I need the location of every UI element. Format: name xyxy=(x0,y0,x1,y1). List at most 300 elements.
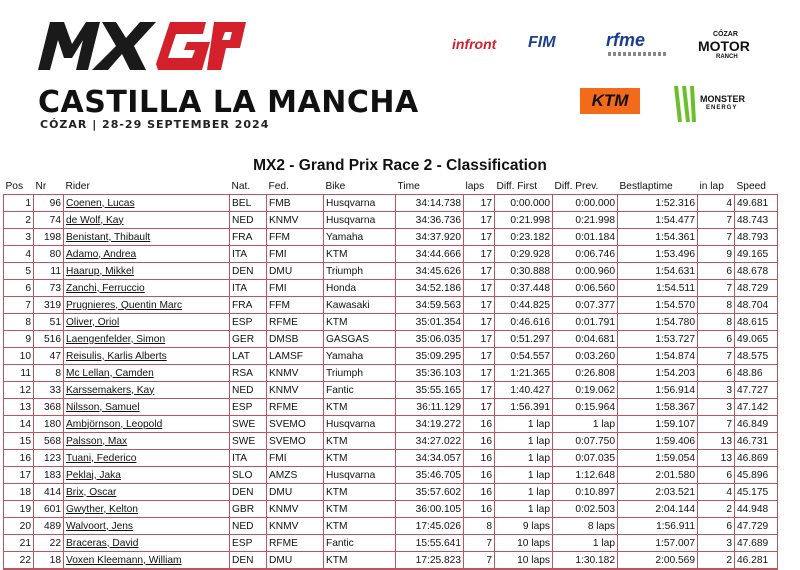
bestlaptime-cell: 1:52.316 xyxy=(618,195,698,212)
bestlaptime-cell: 1:53.496 xyxy=(618,246,698,263)
diff-prev-cell: 0:01.791 xyxy=(553,314,618,331)
diff-prev-cell: 0:00.960 xyxy=(553,263,618,280)
bike-cell: Fantic xyxy=(324,382,396,399)
diff-prev-cell: 0:07.035 xyxy=(553,450,618,467)
fed-cell: KNMV xyxy=(267,501,324,518)
nat-cell: DEN xyxy=(230,552,267,570)
fed-cell: AMZS xyxy=(267,467,324,484)
rider-link[interactable]: Nilsson, Samuel xyxy=(64,399,230,416)
pos-cell: 19 xyxy=(4,501,34,518)
nat-cell: GER xyxy=(230,331,267,348)
pos-cell: 18 xyxy=(4,484,34,501)
rider-link[interactable]: Voxen Kleemann, William xyxy=(64,552,230,570)
laps-cell: 17 xyxy=(464,263,495,280)
nr-cell: 47 xyxy=(34,348,64,365)
time-cell: 34:52.186 xyxy=(396,280,464,297)
diff-first-cell: 0:23.182 xyxy=(495,229,553,246)
time-cell: 34:37.920 xyxy=(396,229,464,246)
rider-link[interactable]: Tuani, Federico xyxy=(64,450,230,467)
bike-cell: KTM xyxy=(324,433,396,450)
nat-cell: GBR xyxy=(230,501,267,518)
rider-link[interactable]: Peklaj, Jaka xyxy=(64,467,230,484)
table-header-row xyxy=(4,178,778,195)
diff-first-cell: 0:21.998 xyxy=(495,212,553,229)
fed-cell: RFME xyxy=(267,535,324,552)
col-header-nat[interactable]: Nat. xyxy=(230,178,267,195)
pos-cell: 7 xyxy=(4,297,34,314)
pos-cell: 10 xyxy=(4,348,34,365)
classification-table xyxy=(3,178,778,570)
laps-cell: 7 xyxy=(464,535,495,552)
speed-cell: 48.86 xyxy=(735,365,778,382)
rider-link[interactable]: Haarup, Mikkel xyxy=(64,263,230,280)
nr-cell: 414 xyxy=(34,484,64,501)
in-lap-cell: 3 xyxy=(698,399,735,416)
nr-cell: 33 xyxy=(34,382,64,399)
table-row xyxy=(4,348,778,365)
speed-cell: 44.948 xyxy=(735,501,778,518)
laps-cell: 16 xyxy=(464,467,495,484)
pos-cell: 16 xyxy=(4,450,34,467)
speed-cell: 47.727 xyxy=(735,382,778,399)
rider-link[interactable]: de Wolf, Kay xyxy=(64,212,230,229)
laps-cell: 16 xyxy=(464,484,495,501)
laps-cell: 17 xyxy=(464,382,495,399)
table-row xyxy=(4,263,778,280)
bestlaptime-cell: 1:56.911 xyxy=(618,518,698,535)
diff-prev-cell: 0:04.681 xyxy=(553,331,618,348)
fed-cell: KNMV xyxy=(267,212,324,229)
bestlaptime-cell: 1:54.511 xyxy=(618,280,698,297)
bike-cell: Triumph xyxy=(324,263,396,280)
diff-prev-cell: 1:12.648 xyxy=(553,467,618,484)
nr-cell: 368 xyxy=(34,399,64,416)
col-header-pos[interactable]: Pos xyxy=(4,178,34,195)
bestlaptime-cell: 1:54.477 xyxy=(618,212,698,229)
diff-first-cell: 10 laps xyxy=(495,535,553,552)
rider-link[interactable]: Benistant, Thibault xyxy=(64,229,230,246)
time-cell: 34:14.738 xyxy=(396,195,464,212)
nat-cell: NED xyxy=(230,518,267,535)
bike-cell: Fantic xyxy=(324,535,396,552)
bestlaptime-cell: 1:56.914 xyxy=(618,382,698,399)
table-row xyxy=(4,212,778,229)
fed-cell: DMU xyxy=(267,263,324,280)
diff-first-cell: 0:29.928 xyxy=(495,246,553,263)
mxgp-logo xyxy=(36,16,248,72)
rider-link[interactable]: Walvoort, Jens xyxy=(64,518,230,535)
fed-cell: FMI xyxy=(267,280,324,297)
bestlaptime-cell: 1:54.874 xyxy=(618,348,698,365)
fed-cell: RFME xyxy=(267,314,324,331)
table-row xyxy=(4,246,778,263)
diff-first-cell: 9 laps xyxy=(495,518,553,535)
bestlaptime-cell: 1:54.361 xyxy=(618,229,698,246)
rider-link[interactable]: Gwyther, Kelton xyxy=(64,501,230,518)
pos-cell: 5 xyxy=(4,263,34,280)
nr-cell: 183 xyxy=(34,467,64,484)
in-lap-cell: 7 xyxy=(698,280,735,297)
fed-cell: FMI xyxy=(267,246,324,263)
table-row xyxy=(4,450,778,467)
laps-cell: 8 xyxy=(464,518,495,535)
fed-cell: FMB xyxy=(267,195,324,212)
pos-cell: 4 xyxy=(4,246,34,263)
speed-cell: 47.689 xyxy=(735,535,778,552)
diff-first-cell: 1 lap xyxy=(495,484,553,501)
nat-cell: ESP xyxy=(230,314,267,331)
table-row xyxy=(4,382,778,399)
laps-cell: 16 xyxy=(464,450,495,467)
fed-cell: KNMV xyxy=(267,382,324,399)
bike-cell: GASGAS xyxy=(324,331,396,348)
time-cell: 36:00.105 xyxy=(396,501,464,518)
nat-cell: SWE xyxy=(230,433,267,450)
time-cell: 15:55.641 xyxy=(396,535,464,552)
time-cell: 35:06.035 xyxy=(396,331,464,348)
time-cell: 34:44.666 xyxy=(396,246,464,263)
bike-cell: KTM xyxy=(324,399,396,416)
nr-cell: 74 xyxy=(34,212,64,229)
col-header-nr[interactable]: Nr xyxy=(34,178,64,195)
speed-cell: 46.849 xyxy=(735,416,778,433)
rider-link[interactable]: Oliver, Oriol xyxy=(64,314,230,331)
bike-cell: Honda xyxy=(324,280,396,297)
in-lap-cell: 8 xyxy=(698,314,735,331)
laps-cell: 17 xyxy=(464,365,495,382)
classification-body xyxy=(4,195,778,570)
bestlaptime-cell: 2:04.144 xyxy=(618,501,698,518)
col-header-in-lap[interactable]: in lap xyxy=(698,178,735,195)
rider-link[interactable]: Reisulis, Karlis Alberts xyxy=(64,348,230,365)
diff-prev-cell: 1:30.182 xyxy=(553,552,618,570)
col-header-laps[interactable]: laps xyxy=(464,178,495,195)
diff-first-cell: 0:51.297 xyxy=(495,331,553,348)
nr-cell: 489 xyxy=(34,518,64,535)
in-lap-cell: 3 xyxy=(698,382,735,399)
rider-link[interactable]: Karssemakers, Kay xyxy=(64,382,230,399)
bestlaptime-cell: 1:59.107 xyxy=(618,416,698,433)
nr-cell: 11 xyxy=(34,263,64,280)
bike-cell: KTM xyxy=(324,552,396,570)
diff-prev-cell: 1 lap xyxy=(553,535,618,552)
event-date: CÓZAR | 28-29 SEPTEMBER 2024 xyxy=(40,118,270,131)
nr-cell: 18 xyxy=(34,552,64,570)
pos-cell: 21 xyxy=(4,535,34,552)
in-lap-cell: 3 xyxy=(698,535,735,552)
time-cell: 34:27.022 xyxy=(396,433,464,450)
table-row xyxy=(4,433,778,450)
nat-cell: SLO xyxy=(230,467,267,484)
bestlaptime-cell: 1:54.203 xyxy=(618,365,698,382)
col-header-bike[interactable]: Bike xyxy=(324,178,396,195)
in-lap-cell: 4 xyxy=(698,195,735,212)
speed-cell: 49.165 xyxy=(735,246,778,263)
speed-cell: 47.729 xyxy=(735,518,778,535)
nat-cell: NED xyxy=(230,212,267,229)
infront-logo: infront xyxy=(452,36,497,52)
col-header-time[interactable]: Time xyxy=(396,178,464,195)
fed-cell: FFM xyxy=(267,229,324,246)
rider-link[interactable]: Ambjörnson, Leopold xyxy=(64,416,230,433)
bike-cell: Husqvarna xyxy=(324,195,396,212)
speed-cell: 48.704 xyxy=(735,297,778,314)
fed-cell: DMU xyxy=(267,552,324,570)
speed-cell: 48.793 xyxy=(735,229,778,246)
in-lap-cell: 8 xyxy=(698,297,735,314)
diff-prev-cell: 0:06.560 xyxy=(553,280,618,297)
table-row xyxy=(4,518,778,535)
time-cell: 17:25.823 xyxy=(396,552,464,570)
fed-cell: RFME xyxy=(267,399,324,416)
bike-cell: KTM xyxy=(324,484,396,501)
bike-cell: Kawasaki xyxy=(324,297,396,314)
diff-prev-cell: 8 laps xyxy=(553,518,618,535)
nat-cell: ESP xyxy=(230,535,267,552)
laps-cell: 16 xyxy=(464,416,495,433)
bestlaptime-cell: 1:54.631 xyxy=(618,263,698,280)
rider-link[interactable]: Mc Lellan, Camden xyxy=(64,365,230,382)
diff-first-cell: 0:44.825 xyxy=(495,297,553,314)
in-lap-cell: 9 xyxy=(698,246,735,263)
bike-cell: KTM xyxy=(324,450,396,467)
bestlaptime-cell: 1:58.367 xyxy=(618,399,698,416)
diff-prev-cell: 0:10.897 xyxy=(553,484,618,501)
laps-cell: 16 xyxy=(464,433,495,450)
ktm-logo: KTM xyxy=(580,88,640,114)
col-header-bestlaptime[interactable]: Bestlaptime xyxy=(618,178,698,195)
bike-cell: Yamaha xyxy=(324,229,396,246)
rider-link[interactable]: Laengenfelder, Simon xyxy=(64,331,230,348)
speed-cell: 47.142 xyxy=(735,399,778,416)
bike-cell: KTM xyxy=(324,246,396,263)
table-row xyxy=(4,331,778,348)
bestlaptime-cell: 2:03.521 xyxy=(618,484,698,501)
nr-cell: 80 xyxy=(34,246,64,263)
in-lap-cell: 7 xyxy=(698,212,735,229)
pos-cell: 13 xyxy=(4,399,34,416)
rider-link[interactable]: Coenen, Lucas xyxy=(64,195,230,212)
bestlaptime-cell: 1:53.727 xyxy=(618,331,698,348)
nr-cell: 96 xyxy=(34,195,64,212)
nat-cell: ITA xyxy=(230,450,267,467)
rfme-logo-underline xyxy=(608,52,668,56)
table-row xyxy=(4,416,778,433)
bestlaptime-cell: 1:54.780 xyxy=(618,314,698,331)
nr-cell: 51 xyxy=(34,314,64,331)
diff-first-cell: 10 laps xyxy=(495,552,553,570)
nr-cell: 198 xyxy=(34,229,64,246)
time-cell: 34:19.272 xyxy=(396,416,464,433)
time-cell: 34:36.736 xyxy=(396,212,464,229)
diff-first-cell: 1 lap xyxy=(495,433,553,450)
time-cell: 35:36.103 xyxy=(396,365,464,382)
diff-prev-cell: 0:00.000 xyxy=(553,195,618,212)
laps-cell: 7 xyxy=(464,552,495,570)
diff-first-cell: 0:46.616 xyxy=(495,314,553,331)
laps-cell: 17 xyxy=(464,229,495,246)
diff-first-cell: 1 lap xyxy=(495,501,553,518)
rfme-logo: rfme xyxy=(606,30,646,50)
time-cell: 35:01.354 xyxy=(396,314,464,331)
fed-cell: DMU xyxy=(267,484,324,501)
nat-cell: ESP xyxy=(230,399,267,416)
table-row xyxy=(4,229,778,246)
speed-cell: 46.869 xyxy=(735,450,778,467)
in-lap-cell: 6 xyxy=(698,467,735,484)
table-row xyxy=(4,195,778,212)
time-cell: 35:46.705 xyxy=(396,467,464,484)
diff-first-cell: 0:54.557 xyxy=(495,348,553,365)
table-row xyxy=(4,297,778,314)
in-lap-cell: 13 xyxy=(698,450,735,467)
nr-cell: 516 xyxy=(34,331,64,348)
page-title: MX2 - Grand Prix Race 2 - Classification xyxy=(253,157,547,174)
nat-cell: FRA xyxy=(230,229,267,246)
fed-cell: SVEMO xyxy=(267,416,324,433)
pos-cell: 2 xyxy=(4,212,34,229)
diff-prev-cell: 0:03.260 xyxy=(553,348,618,365)
event-header xyxy=(0,0,800,150)
in-lap-cell: 2 xyxy=(698,501,735,518)
speed-cell: 48.615 xyxy=(735,314,778,331)
time-cell: 34:45.626 xyxy=(396,263,464,280)
monster-logo-text: MONSTER xyxy=(700,94,745,104)
bike-cell: KTM xyxy=(324,518,396,535)
nr-cell: 180 xyxy=(34,416,64,433)
rider-link[interactable]: Prugnieres, Quentin Marc xyxy=(64,297,230,314)
rider-link[interactable]: Zanchi, Ferruccio xyxy=(64,280,230,297)
col-header-diff-prev[interactable]: Diff. Prev. xyxy=(553,178,618,195)
table-row xyxy=(4,484,778,501)
nat-cell: DEN xyxy=(230,263,267,280)
fim-logo: FIM xyxy=(528,34,556,51)
diff-first-cell: 0:30.888 xyxy=(495,263,553,280)
speed-cell: 45.896 xyxy=(735,467,778,484)
pos-cell: 1 xyxy=(4,195,34,212)
nat-cell: BEL xyxy=(230,195,267,212)
table-row xyxy=(4,399,778,416)
nr-cell: 22 xyxy=(34,535,64,552)
speed-cell: 49.681 xyxy=(735,195,778,212)
time-cell: 36:11.129 xyxy=(396,399,464,416)
in-lap-cell: 4 xyxy=(698,484,735,501)
bestlaptime-cell: 1:54.570 xyxy=(618,297,698,314)
bestlaptime-cell: 2:00.569 xyxy=(618,552,698,570)
rider-link[interactable]: Brix, Oscar xyxy=(64,484,230,501)
pos-cell: 20 xyxy=(4,518,34,535)
speed-cell: 48.678 xyxy=(735,263,778,280)
nr-cell: 601 xyxy=(34,501,64,518)
pos-cell: 3 xyxy=(4,229,34,246)
in-lap-cell: 7 xyxy=(698,229,735,246)
in-lap-cell: 2 xyxy=(698,552,735,570)
diff-first-cell: 1 lap xyxy=(495,416,553,433)
diff-first-cell: 0:00.000 xyxy=(495,195,553,212)
cozar-logo-sub: RANCH xyxy=(716,54,738,60)
table-row xyxy=(4,501,778,518)
rider-link[interactable]: Palsson, Max xyxy=(64,433,230,450)
in-lap-cell: 6 xyxy=(698,331,735,348)
fed-cell: DMSB xyxy=(267,331,324,348)
diff-first-cell: 0:37.448 xyxy=(495,280,553,297)
time-cell: 34:34.057 xyxy=(396,450,464,467)
table-row xyxy=(4,365,778,382)
laps-cell: 17 xyxy=(464,246,495,263)
laps-cell: 16 xyxy=(464,501,495,518)
nat-cell: SWE xyxy=(230,416,267,433)
nr-cell: 123 xyxy=(34,450,64,467)
cozar-logo-top: CÓZAR xyxy=(713,31,738,38)
bestlaptime-cell: 1:59.406 xyxy=(618,433,698,450)
col-header-speed[interactable]: Speed xyxy=(735,178,778,195)
in-lap-cell: 7 xyxy=(698,416,735,433)
bike-cell: Husqvarna xyxy=(324,212,396,229)
nat-cell: DEN xyxy=(230,484,267,501)
col-header-rider[interactable]: Rider xyxy=(64,178,230,195)
speed-cell: 48.743 xyxy=(735,212,778,229)
bestlaptime-cell: 1:59.054 xyxy=(618,450,698,467)
rider-link[interactable]: Braceras, David xyxy=(64,535,230,552)
time-cell: 17:45.026 xyxy=(396,518,464,535)
laps-cell: 17 xyxy=(464,280,495,297)
speed-cell: 45.175 xyxy=(735,484,778,501)
col-header-diff-first[interactable]: Diff. First xyxy=(495,178,553,195)
nat-cell: ITA xyxy=(230,246,267,263)
event-name: CASTILLA LA MANCHA xyxy=(38,85,419,120)
diff-prev-cell: 0:26.808 xyxy=(553,365,618,382)
diff-prev-cell: 0:07.750 xyxy=(553,433,618,450)
pos-cell: 14 xyxy=(4,416,34,433)
diff-prev-cell: 0:01.184 xyxy=(553,229,618,246)
nat-cell: NED xyxy=(230,382,267,399)
pos-cell: 22 xyxy=(4,552,34,570)
diff-prev-cell: 0:06.746 xyxy=(553,246,618,263)
pos-cell: 9 xyxy=(4,331,34,348)
fed-cell: LAMSF xyxy=(267,348,324,365)
laps-cell: 17 xyxy=(464,399,495,416)
table-row xyxy=(4,552,778,570)
speed-cell: 48.729 xyxy=(735,280,778,297)
bike-cell: Yamaha xyxy=(324,348,396,365)
laps-cell: 17 xyxy=(464,314,495,331)
bestlaptime-cell: 2:01.580 xyxy=(618,467,698,484)
time-cell: 35:57.602 xyxy=(396,484,464,501)
col-header-fed[interactable]: Fed. xyxy=(267,178,324,195)
table-row xyxy=(4,467,778,484)
table-row xyxy=(4,314,778,331)
bike-cell: KTM xyxy=(324,501,396,518)
time-cell: 35:09.295 xyxy=(396,348,464,365)
pos-cell: 15 xyxy=(4,433,34,450)
rider-link[interactable]: Adamo, Andrea xyxy=(64,246,230,263)
laps-cell: 17 xyxy=(464,297,495,314)
bike-cell: KTM xyxy=(324,314,396,331)
diff-first-cell: 1 lap xyxy=(495,450,553,467)
diff-prev-cell: 0:21.998 xyxy=(553,212,618,229)
nr-cell: 319 xyxy=(34,297,64,314)
laps-cell: 17 xyxy=(464,331,495,348)
in-lap-cell: 13 xyxy=(698,433,735,450)
pos-cell: 17 xyxy=(4,467,34,484)
diff-prev-cell: 0:07.377 xyxy=(553,297,618,314)
time-cell: 35:55.165 xyxy=(396,382,464,399)
fed-cell: FMI xyxy=(267,450,324,467)
in-lap-cell: 7 xyxy=(698,348,735,365)
fed-cell: SVEMO xyxy=(267,433,324,450)
diff-first-cell: 1:40.427 xyxy=(495,382,553,399)
diff-first-cell: 1:21.365 xyxy=(495,365,553,382)
